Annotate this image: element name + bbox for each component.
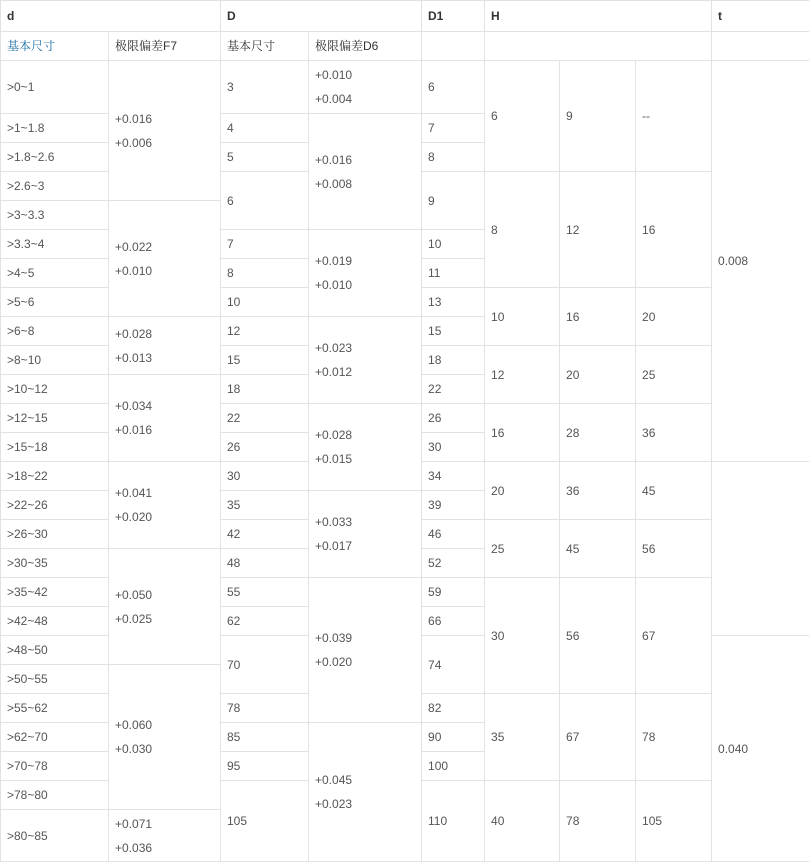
d6-cell [309,114,422,230]
H3-cell: 105 [636,781,712,862]
header-d: d [1,1,221,32]
header-t: t [712,1,809,32]
d6-lower: +0.012 [315,365,353,379]
f7-cell [109,665,221,810]
D-cell: 70 [221,636,309,694]
d6-cell [309,491,422,578]
D1-cell: 82 [422,694,485,723]
D1-cell: 34 [422,462,485,491]
d-cell: >30~35 [1,549,109,578]
d-cell: >22~26 [1,491,109,520]
d6-upper: +0.016 [315,152,353,167]
D-cell: 48 [221,549,309,578]
d6-lower: +0.004 [315,92,353,106]
f7-cell [109,375,221,462]
f7-upper: +0.016 [115,111,153,126]
d6-lower: +0.017 [315,539,353,553]
H2-cell: 45 [560,520,636,578]
t-cell: 0.008 [712,61,809,462]
d6-lower: +0.020 [315,655,353,669]
d-cell: >1~1.8 [1,114,109,143]
D-cell: 6 [221,172,309,230]
f7-lower: +0.016 [115,423,153,437]
f7-lower: +0.010 [115,263,153,278]
H3-cell: 36 [636,404,712,462]
H3-cell: 16 [636,172,712,288]
H3-cell: 67 [636,578,712,694]
d6-lower: +0.008 [315,176,353,191]
d-cell: >42~48 [1,607,109,636]
d-cell: >2.6~3 [1,172,109,201]
D-cell: 12 [221,317,309,346]
d6-lower: +0.010 [315,278,353,292]
H3-cell: -- [636,61,712,172]
D1-cell: 22 [422,375,485,404]
D-cell: 85 [221,723,309,752]
D-cell: 7 [221,230,309,259]
D-cell: 22 [221,404,309,433]
f7-upper: +0.071 [115,816,153,831]
H1-cell: 20 [485,462,560,520]
D1-cell: 66 [422,607,485,636]
d-cell: >78~80 [1,781,109,810]
D-cell: 62 [221,607,309,636]
D-cell: 42 [221,520,309,549]
d6-lower: +0.015 [315,452,353,466]
f7-lower: +0.020 [115,510,153,524]
D1-cell: 6 [422,61,485,114]
D1-cell: 15 [422,317,485,346]
D-cell: 105 [221,781,309,862]
d6-cell [309,404,422,491]
H2-cell: 9 [560,61,636,172]
D1-cell: 10 [422,230,485,259]
f7-lower: +0.006 [115,135,153,150]
D-cell: 3 [221,61,309,114]
header-D1: D1 [422,1,485,32]
H2-cell: 36 [560,462,636,520]
d-cell: >35~42 [1,578,109,607]
d-cell: >8~10 [1,346,109,375]
header-D: D [221,1,422,32]
D-cell: 35 [221,491,309,520]
H2-cell: 56 [560,578,636,694]
H1-cell: 6 [485,61,560,172]
subheader-D1-blank [422,32,485,61]
H1-cell: 12 [485,346,560,404]
d-cell: >18~22 [1,462,109,491]
D1-cell: 110 [422,781,485,862]
D-cell: 4 [221,114,309,143]
f7-cell [109,462,221,549]
d-cell: >4~5 [1,259,109,288]
D-cell: 55 [221,578,309,607]
D-cell: 95 [221,752,309,781]
H2-cell: 20 [560,346,636,404]
subheader-H-blank [485,32,712,61]
f7-lower: +0.013 [115,350,153,365]
d-cell: >6~8 [1,317,109,346]
d-cell: >15~18 [1,433,109,462]
H3-cell: 20 [636,288,712,346]
D1-cell: 90 [422,723,485,752]
f7-lower: +0.036 [115,840,153,855]
f7-lower: +0.025 [115,611,153,626]
f7-lower: +0.030 [115,742,153,756]
d6-cell [309,230,422,317]
d6-cell [309,317,422,404]
d6-upper: +0.010 [315,68,353,82]
D1-cell: 52 [422,549,485,578]
d6-upper: +0.033 [315,515,353,529]
subheader-D-basic: 基本尺寸 [221,32,309,61]
H3-cell: 78 [636,694,712,781]
H2-cell: 28 [560,404,636,462]
f7-upper: +0.060 [115,718,153,732]
d6-lower: +0.023 [315,797,353,811]
H2-cell: 16 [560,288,636,346]
D1-cell: 8 [422,143,485,172]
H1-cell: 16 [485,404,560,462]
t-cell: 0.040 [712,636,809,862]
d-cell: >50~55 [1,665,109,694]
f7-upper: +0.050 [115,587,153,602]
d6-cell [309,578,422,723]
D-cell: 5 [221,143,309,172]
H3-cell: 56 [636,520,712,578]
d6-cell [309,61,422,114]
D1-cell: 46 [422,520,485,549]
D1-cell: 30 [422,433,485,462]
D1-cell: 11 [422,259,485,288]
d6-upper: +0.045 [315,773,353,787]
D-cell: 18 [221,375,309,404]
d6-upper: +0.039 [315,631,353,645]
H3-cell: 25 [636,346,712,404]
D1-cell: 7 [422,114,485,143]
subheader-d-basic: 基本尺寸 [1,32,109,61]
D1-cell: 39 [422,491,485,520]
f7-cell [109,810,221,862]
f7-cell [109,549,221,665]
H1-cell: 25 [485,520,560,578]
f7-cell [109,201,221,317]
D-cell: 10 [221,288,309,317]
d6-upper: +0.028 [315,428,353,442]
H2-cell: 78 [560,781,636,862]
f7-cell [109,317,221,375]
d6-upper: +0.019 [315,254,353,268]
H2-cell: 12 [560,172,636,288]
D1-cell: 100 [422,752,485,781]
D-cell: 26 [221,433,309,462]
d-cell: >0~1 [1,61,109,114]
D1-cell: 74 [422,636,485,694]
d-cell: >1.8~2.6 [1,143,109,172]
d-cell: >3~3.3 [1,201,109,230]
f7-upper: +0.041 [115,486,153,500]
H1-cell: 30 [485,578,560,694]
d-cell: >12~15 [1,404,109,433]
H1-cell: 35 [485,694,560,781]
d-cell: >62~70 [1,723,109,752]
f7-upper: +0.022 [115,239,153,254]
d-cell: >80~85 [1,810,109,862]
d-cell: >3.3~4 [1,230,109,259]
H3-cell: 45 [636,462,712,520]
D-cell: 78 [221,694,309,723]
d-cell: >26~30 [1,520,109,549]
f7-cell [109,61,221,201]
d6-upper: +0.023 [315,341,353,355]
d-cell: >55~62 [1,694,109,723]
H1-cell: 40 [485,781,560,862]
D-cell: 15 [221,346,309,375]
d-cell: >5~6 [1,288,109,317]
D1-cell: 9 [422,172,485,230]
f7-upper: +0.034 [115,399,153,413]
H1-cell: 10 [485,288,560,346]
d-cell: >10~12 [1,375,109,404]
d6-cell [309,723,422,862]
d-cell: >48~50 [1,636,109,665]
subheader-D-tolerance: 极限偏差D6 [309,32,422,61]
H2-cell: 67 [560,694,636,781]
header-H: H [485,1,712,32]
d-cell: >70~78 [1,752,109,781]
D1-cell: 26 [422,404,485,433]
H1-cell: 8 [485,172,560,288]
subheader-t-blank [712,32,809,61]
D1-cell: 18 [422,346,485,375]
D1-cell: 59 [422,578,485,607]
D-cell: 30 [221,462,309,491]
subheader-d-tolerance: 极限偏差F7 [109,32,221,61]
D1-cell: 13 [422,288,485,317]
f7-upper: +0.028 [115,326,153,341]
D-cell: 8 [221,259,309,288]
